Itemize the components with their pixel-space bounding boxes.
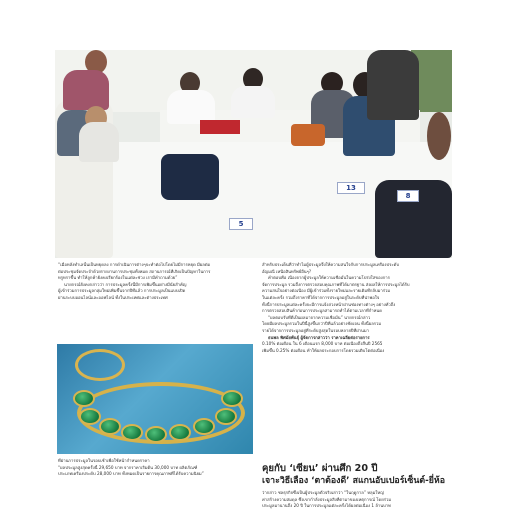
right-bottom-text <box>262 490 458 510</box>
paragraph-line: ธนพล พิศมัยพันธุ์ ผู้จัดการกล่าวว่า ราคาเฉลี่ยต่อรายการ <box>268 334 370 340</box>
paragraph-line: ผ่านระบบออนไลน์และออฟไลน์ ทั้งในประเทศและต่างประเทศ <box>58 294 168 300</box>
photo-person-mid-left <box>79 122 119 162</box>
paragraph-line: ว่ากล่าว ชลธุรกิจซึ่งเป็นผู้ประมูลตัวจริงเล่าว่า “ในฤดูกาล” หลุมใหญ่ <box>262 490 384 495</box>
paragraph-line: รายได้จากการประมูลอยู่ที่ระดับสูงสุดในรอบหลายปีที่ผ่านมา <box>262 327 369 333</box>
photo-person-standing <box>367 50 419 120</box>
headline-line-1: คุยกับ ‘เซียน’ ผ่านศึก 20 ปี <box>262 463 378 474</box>
paragraph-line: ต่อประชุมจัดประจำด้วยรายงานการประชุมทั้งหมด สถานการณ์ที่เกิดเป็นปัญหาในการ <box>58 268 211 274</box>
photo-person-center <box>167 90 215 124</box>
jade-stone <box>221 390 243 407</box>
gold-ring-icon <box>75 349 125 381</box>
right-column-text <box>262 262 458 354</box>
paragraph-line: ผู้เข้าร่วมการประมูลกลุ่มใหม่เพิ่มขึ้นจากปีที่แล้ว การประมูลเป็นแบบเปิด <box>58 288 186 294</box>
paragraph-line: ในแต่ละครั้ง รวมถึงราคาที่ได้จากการประมูลอยู่ในระดับที่น่าพอใจ <box>262 294 380 300</box>
paragraph-line: ที่ผ่านการประมูลในรอบเช้าเพื่อใช้หน้ากำหนดราคา <box>58 458 150 463</box>
paragraph-line: อัญมณี เหนือสินทรัพย์อื่นๆ? <box>262 268 312 274</box>
jade-stone <box>121 424 143 441</box>
jade-stone <box>193 418 215 435</box>
paragraph-line: จัดการประมูล รวมถึงการตรวจสอบคุณภาพที่ได้มาตรฐาน ส่งผลให้การประมูลได้รับ <box>262 281 410 287</box>
paragraph-line: นายกรณ์ยังคงกล่าวว่า การประมูลครั้งนี้มีการเพิ่มขึ้นอย่างมีนัยสำคัญ <box>64 281 187 287</box>
photo-navy-bag <box>161 154 219 200</box>
jade-stone <box>79 408 101 425</box>
paragraph-line: “ผลตอบรับที่ดีเป็นผลมาจากความเชื่อมั่น” นายกรณ์กล่าว <box>268 314 371 320</box>
paragraph-line: การตรวจสอบสินค้าก่อนการประมูลสามารถทำได้ตามเวลาที่กำหนด <box>262 308 383 314</box>
paragraph-line: เพิ่มขึ้น 0.25% ต่อเดือน ทำให้ผลประกอบการโดยรวมเติบโตต่อเนื่อง <box>262 347 385 353</box>
photo-orange-bag <box>291 124 325 146</box>
jade-stone <box>215 408 237 425</box>
jade-stone <box>145 426 167 443</box>
paragraph-line: ประเภทเครื่องประดับ 28,000 บาท ทั้งหมดเป็นรายการคุณภาพที่ได้รับความนิยม” <box>58 471 204 477</box>
photo-person-center-right <box>231 86 275 118</box>
paragraph-line: ค่าสร้างความสมดุล ซึ่งเขากำลังประมูลสิ่งที่ตามาของเหตุการณ์ โดยร่วม <box>262 496 392 502</box>
paragraph-line: 0.10% ต่อเดือน ใน 6 เดือนแรก 8,000 บาท ต่อเนื่องถึงสิ้นปี 2565 <box>262 341 383 347</box>
paragraph-line: ทั้งนี้การประมูลแต่ละครั้งจะมีการแจ้งล่วงหน้าผ่านช่องทางต่างๆ อย่างทั่วถึง <box>262 301 396 307</box>
jade-stone <box>99 418 121 435</box>
jade-bracelet-photo <box>57 344 253 454</box>
jade-stone <box>73 390 95 407</box>
photo-red-box <box>200 120 240 134</box>
table-number-card: 13 <box>337 182 365 194</box>
table-number-card: 5 <box>229 218 253 230</box>
paragraph-line: โดยมีผลประมูลรวมในปีนี้สูงขึ้นกว่าปีที่แล้วอย่างชัดเจน ทั้งนี้ผลรวม <box>262 321 382 327</box>
paragraph-line: คำตอบคือ เนื่องจากผู้ประมูลให้ความเชื่อมั่นในความโปร่งใสของการ <box>268 275 390 281</box>
section-headline <box>262 462 458 488</box>
paragraph-line: “ผลประมูลสูงสุดครั้งนี้ 29,650 บาท จากราคาเริ่มต้น 30,000 บาท ผลิตภัณฑ์ <box>58 464 198 470</box>
headline-line-2: เจาะวิธีเลือง ‘ตาต้องดี’ สแกนอับเปอร์เซ็นต์-ยี่ห้อ <box>262 476 446 486</box>
paragraph-line: ความสนใจอย่างต่อเนื่อง มีผู้เข้าร่วมทั้งรายใหม่และรายเดิมที่กลับมาร่วม <box>262 288 391 294</box>
paragraph-line: หรูหราขึ้น ทำให้ลูกค้ายังคงเรียกร้องในแต่ละช่วง เรามีคำถามด้วย” <box>58 275 178 281</box>
auction-room-photo <box>55 50 452 258</box>
paragraph-line: “เมื่อหลังทำเลนั้นเป็นหยุดลง การดำเนินการต่างๆจะทำต่อไปโดยไม่มีการหยุด มีผลต่อ <box>58 262 211 267</box>
jade-stone <box>169 424 191 441</box>
paragraph-line: ประมูลมานานถึง 20 ปี ในการประมูลแต่ละครั้งได้ผลต่อเนื่อง 1 ล้านบาท <box>262 503 391 509</box>
photo-person-back-left <box>63 70 109 110</box>
left-bottom-text <box>58 458 253 478</box>
paragraph-line: สำหรับประเด็นที่ว่าทำไมผู้ประมูลจึงให้ความสนใจกับการประมูลเครื่องประดับ <box>262 262 399 267</box>
table-number-card: 8 <box>397 190 419 202</box>
left-column-text <box>58 262 253 302</box>
photo-person-head <box>427 112 451 160</box>
